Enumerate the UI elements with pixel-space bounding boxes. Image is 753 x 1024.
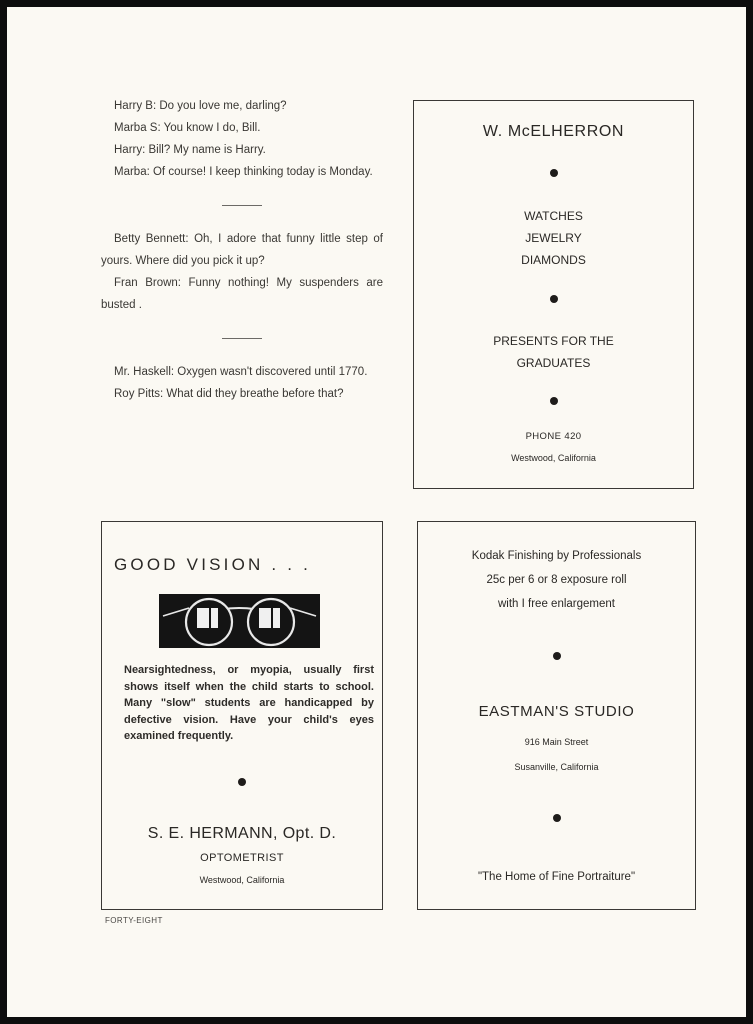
bullet-dot (553, 814, 561, 822)
service-line: 25c per 6 or 8 exposure roll (486, 574, 627, 586)
ad-phone: PHONE 420 (525, 431, 582, 442)
mcelherron-ad (413, 100, 694, 489)
joke-line: Roy Pitts: What did they breathe before that? (114, 388, 344, 400)
joke-line: Harry B: Do you love me, darling? (114, 100, 287, 112)
joke-line: Betty Bennett: Oh, I adore that funny little step of yours. Where did you pick it up? (101, 233, 383, 267)
ad-profession: OPTOMETRIST (200, 852, 284, 864)
joke-line: Marba: Of course! I keep thinking today is Monday. (114, 166, 373, 178)
service-line: with I free enlargement (498, 598, 615, 610)
service-line: Kodak Finishing by Professionals (471, 550, 642, 562)
jokes-column (101, 95, 383, 405)
ad-location: Westwood, California (199, 875, 285, 885)
eyeglasses-icon (159, 594, 320, 648)
page-number: FORTY-EIGHT (105, 916, 163, 925)
product-line: WATCHES (524, 209, 583, 223)
offer-line: GRADUATES (516, 356, 591, 370)
joke-line: Harry: Bill? My name is Harry. (114, 144, 266, 156)
ad-location: Westwood, California (511, 453, 596, 463)
ad-headline: GOOD VISION . . . (114, 555, 312, 574)
eastman-ad (417, 521, 696, 910)
ad-slogan: "The Home of Fine Portraiture" (477, 871, 636, 883)
joke-line: Marba S: You know I do, Bill. (114, 122, 261, 134)
ad-business-name: W. McELHERRON (482, 123, 625, 140)
bullet-dot (238, 778, 246, 786)
joke-line: Fran Brown: Funny nothing! My suspenders are busted . (101, 277, 383, 311)
optometrist-ad (101, 521, 383, 910)
bullet-dot (553, 652, 561, 660)
bullet-dot (550, 169, 558, 177)
bullet-dot (550, 397, 558, 405)
ad-street: 916 Main Street (524, 737, 589, 747)
divider (222, 205, 262, 206)
ad-location: Susanville, California (514, 762, 599, 772)
ad-business-name: EASTMAN'S STUDIO (478, 703, 635, 720)
ad-body-text: Nearsightedness, or myopia, usually first shows itself when the child starts to school. Many "slow" students are handicapped by defective vision. Have your child's eyes examined frequently. (124, 664, 374, 742)
ad-offer (414, 330, 693, 374)
ad-products (414, 205, 693, 271)
divider (222, 338, 262, 339)
offer-line: PRESENTS FOR THE (493, 334, 614, 348)
ad-services (418, 544, 695, 616)
product-line: DIAMONDS (521, 253, 586, 267)
ad-business-name: S. E. HERMANN, Opt. D. (147, 825, 337, 842)
bullet-dot (550, 295, 558, 303)
joke-line: Mr. Haskell: Oxygen wasn't discovered until 1770. (114, 366, 368, 378)
product-line: JEWELRY (525, 231, 582, 245)
